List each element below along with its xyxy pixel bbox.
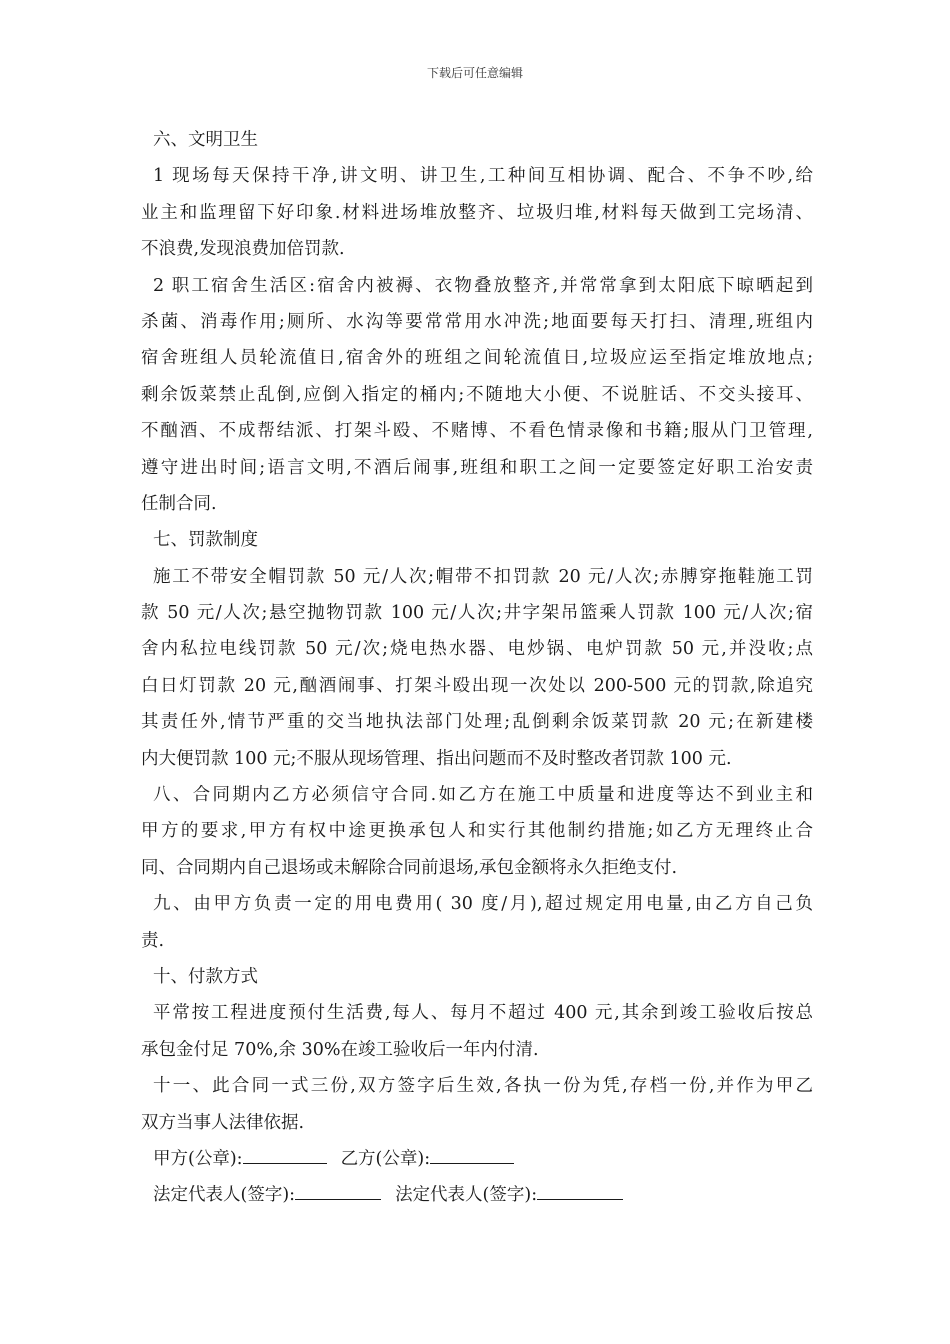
section-7-line: 内大便罚款 100 元;不服从现场管理、指出问题而不及时整改者罚款 100 元. [141,748,732,769]
section-11-line: 十一、此合同一式三份,双方签字后生效,各执一份为凭,存档一份,并作为甲乙 [153,1076,813,1097]
section-7-line: 施工不带安全帽罚款 50 元/人次;帽带不扣罚款 20 元/人次;赤膊穿拖鞋施工罚 [153,566,813,587]
party-b-rep-blank [537,1177,623,1200]
page-header-note: 下载后可任意编辑 [426,66,523,80]
section-9-line: 责. [141,930,165,951]
party-b-seal-label: 乙方(公章): [340,1148,431,1169]
section-8-line: 八、合同期内乙方必须信守合同.如乙方在施工中质量和进度等达不到业主和 [153,785,813,806]
section-7-line: 舍内私拉电线罚款 50 元/次;烧电热水器、电炒锅、电炉罚款 50 元,并没收;点 [141,639,813,660]
section-6-p2-line: 2 职工宿舍生活区:宿舍内被褥、衣物叠放整齐,并常常拿到太阳底下晾晒起到 [153,275,813,296]
section-9-line: 九、由甲方负责一定的用电费用( 30 度/月),超过规定用电量,由乙方自己负 [153,894,813,915]
section-6-p2-line: 任制合同. [141,493,217,514]
section-11-line: 双方当事人法律依据. [141,1112,305,1133]
section-10-line: 承包金付足 70%,余 30%在竣工验收后一年内付清. [141,1039,539,1060]
contract-body [141,122,813,1214]
party-a-seal-blank [243,1141,327,1164]
section-6-p1-line: 不浪费,发现浪费加倍罚款. [141,239,345,260]
representative-signature-row [141,1177,813,1213]
section-10-line: 平常按工程进度预付生活费,每人、每月不超过 400 元,其余到竣工验收后按总 [153,1003,813,1024]
section-6-p2-line: 剩余饭菜禁止乱倒,应倒入指定的桶内;不随地大小便、不说脏话、不交头接耳、 [141,384,813,405]
section-7-line: 白日灯罚款 20 元,酗酒闹事、打架斗殴出现一次处以 200-500 元的罚款,除追究 [141,675,813,696]
section-6-p1-line: 业主和监理留下好印象.材料进场堆放整齐、垃圾归堆,材料每天做到工完场清、 [141,202,813,223]
party-a-rep-label: 法定代表人(签字): [153,1185,296,1206]
section-8-line: 甲方的要求,甲方有权中途更换承包人和实行其他制约措施;如乙方无理终止合 [141,821,813,842]
section-6-p2-line: 宿舍班组人员轮流值日,宿舍外的班组之间轮流值日,垃圾应运至指定堆放地点; [141,348,813,369]
party-b-rep-label: 法定代表人(签字): [395,1185,538,1206]
section-6-p2-line: 不酗酒、不成帮结派、打架斗殴、不赌博、不看色情录像和书籍;服从门卫管理, [141,421,813,442]
section-6-heading: 六、文明卫生 [153,130,258,150]
party-a-seal-label: 甲方(公章): [153,1148,243,1169]
party-a-rep-blank [295,1177,381,1200]
section-10-heading: 十、付款方式 [153,966,258,987]
party-b-seal-blank [430,1141,514,1164]
section-7-line: 其责任外,情节严重的交当地执法部门处理;乱倒剩余饭菜罚款 20 元;在新建楼 [141,712,813,733]
seal-signature-row [141,1141,813,1177]
section-6-p1-line: 1 现场每天保持干净,讲文明、讲卫生,工种间互相协调、配合、不争不吵,给 [153,166,813,187]
section-7-heading: 七、罚款制度 [153,530,258,551]
section-6-p2-line: 遵守进出时间;语言文明,不酒后闹事,班组和职工之间一定要签定好职工治安责 [141,457,813,478]
section-8-line: 同、合同期内自己退场或未解除合同前退场,承包金额将永久拒绝支付. [141,857,678,878]
section-6-p2-line: 杀菌、消毒作用;厕所、水沟等要常常用水冲洗;地面要每天打扫、清理,班组内 [141,311,813,332]
section-7-line: 款 50 元/人次;悬空抛物罚款 100 元/人次;井字架吊篮乘人罚款 100 元/人次;宿 [141,603,813,624]
